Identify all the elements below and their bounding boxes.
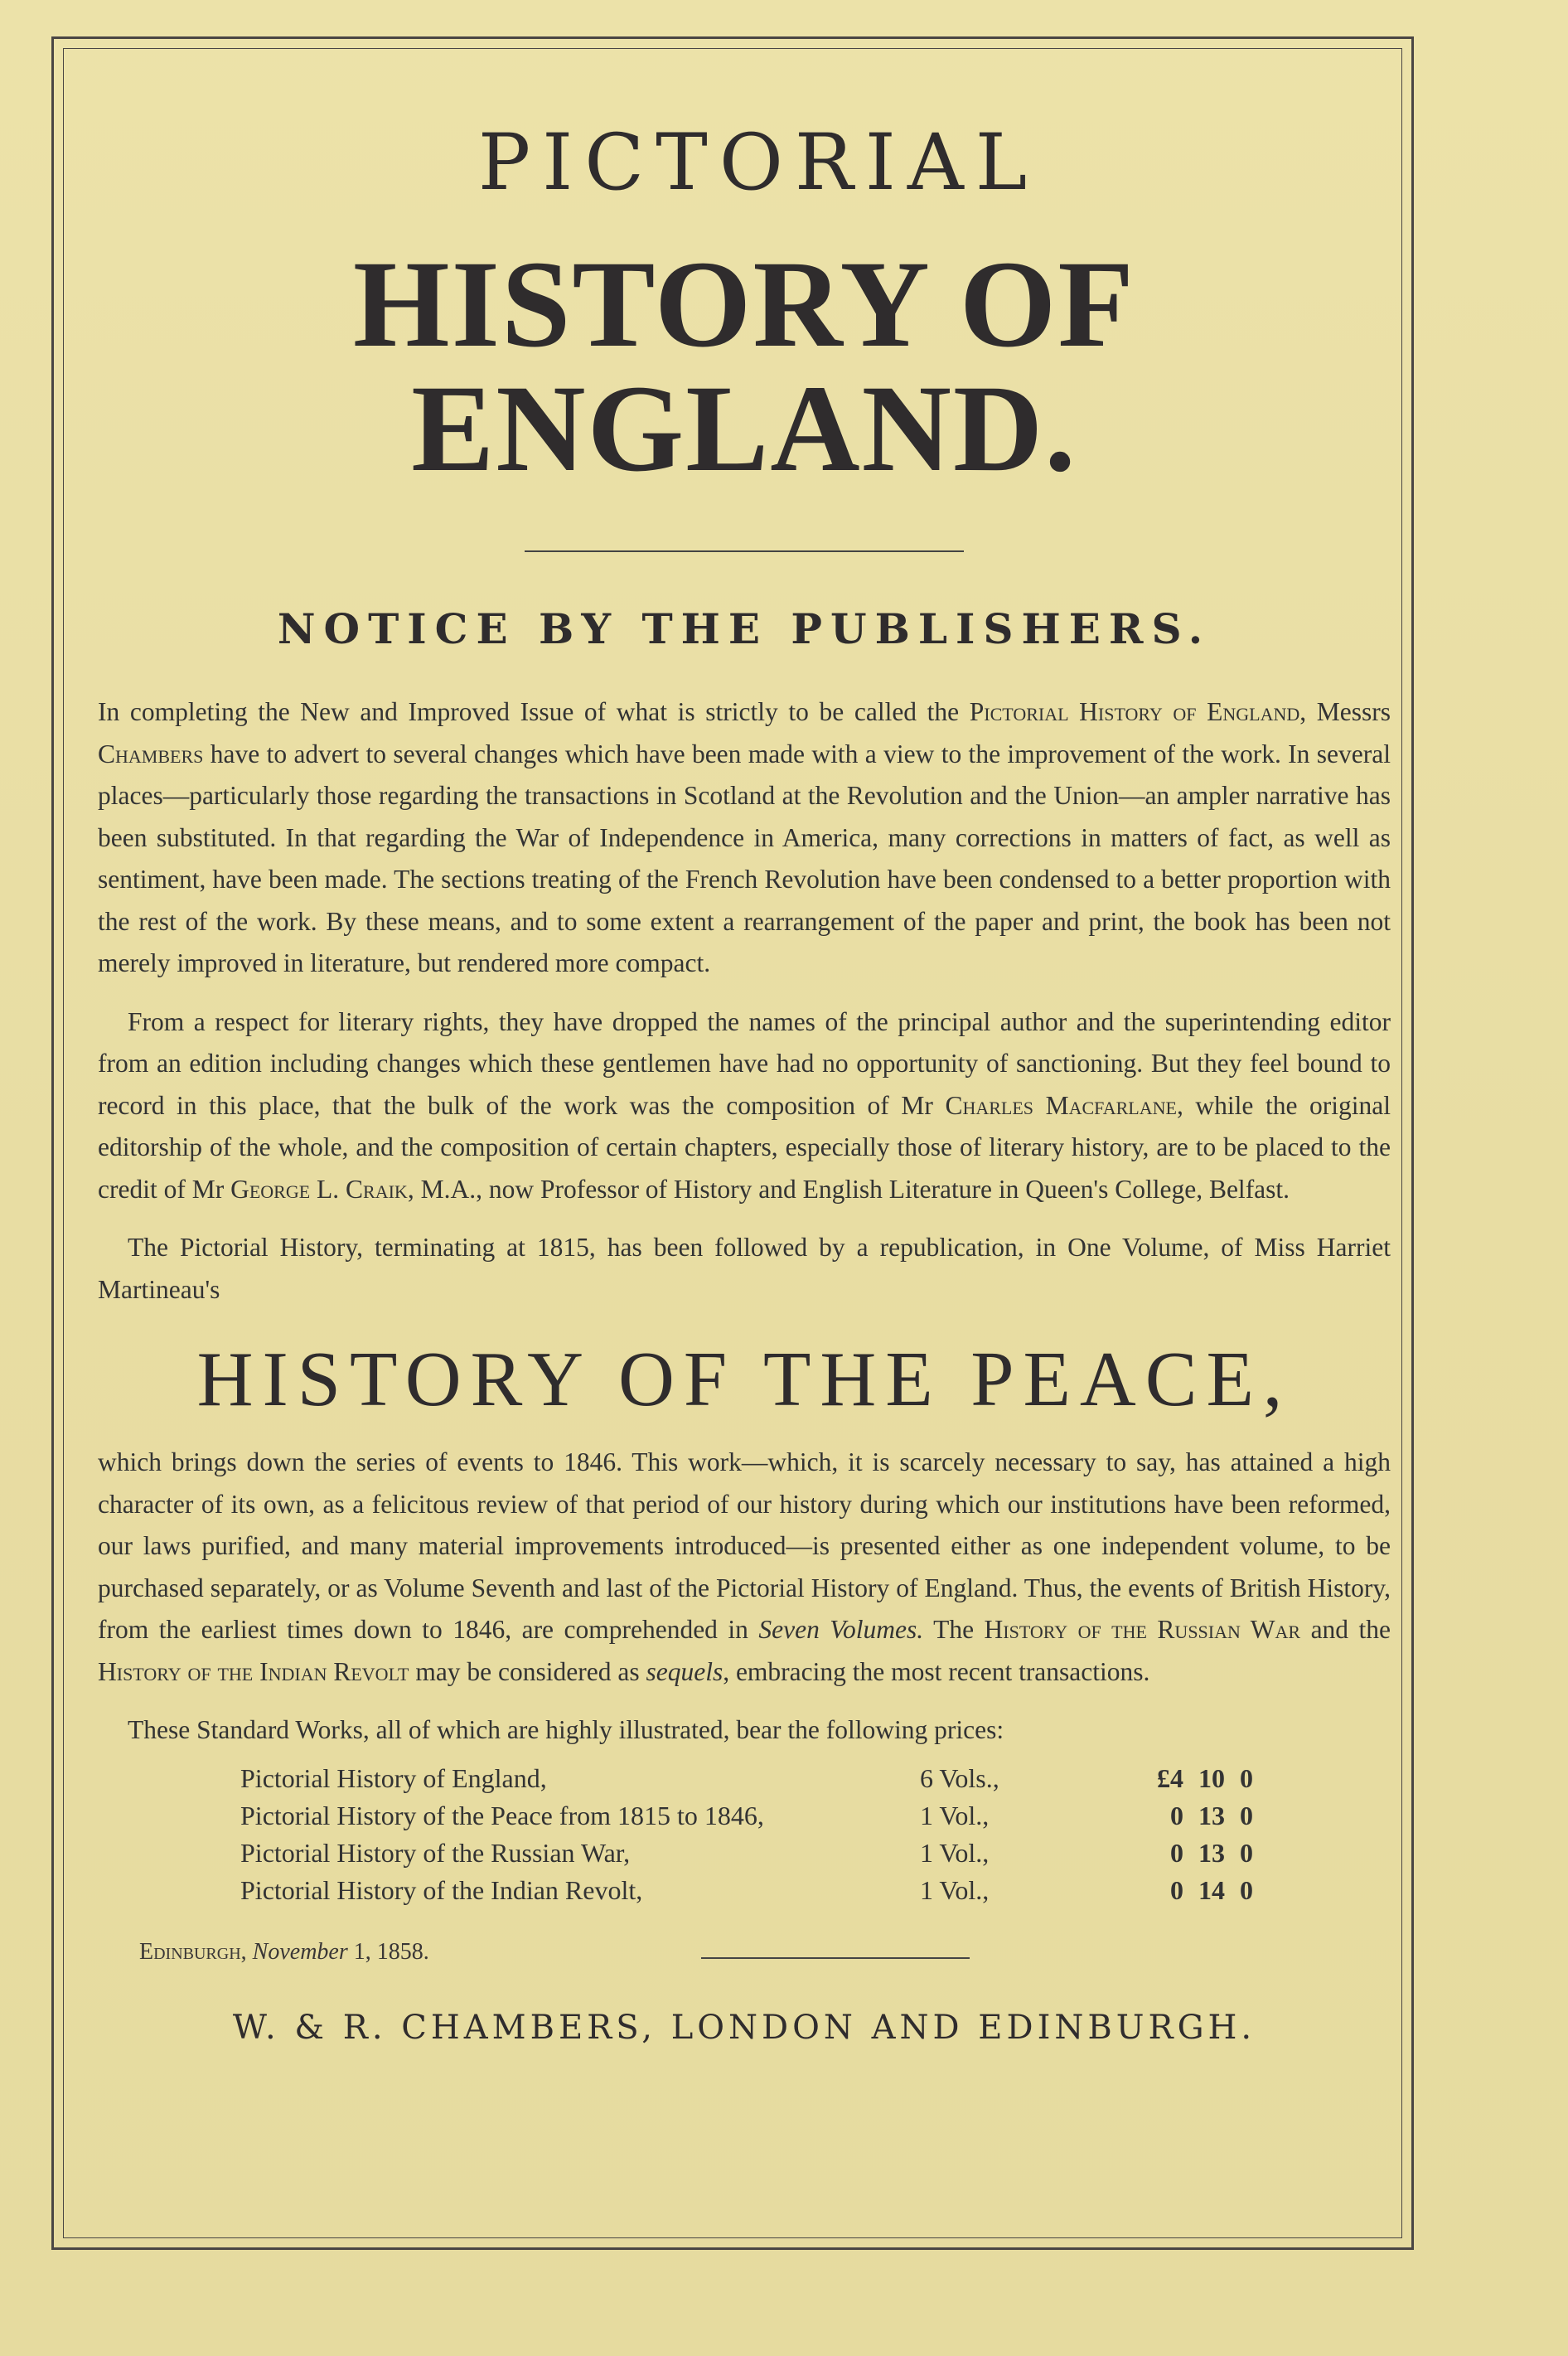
- p1-d: Chambers: [98, 739, 204, 768]
- title-history-of-england: HISTORY OF ENGLAND.: [352, 235, 1136, 497]
- price-vols: 1 Vol.,: [920, 1874, 990, 1905]
- dateline-rest: 1, 1858.: [347, 1938, 429, 1965]
- price-row: [240, 1760, 1253, 1797]
- p4-d: History of the Russian War: [984, 1615, 1301, 1644]
- p1-e: have to advert to several changes which have been made with a view to the improvement of the work. In several places—particularly those regarding the transactions in Scotland at the Revolution and the Union—an ampler narrative has been substituted. In that regarding the War of Independence in America, many corrections in matters of fact, as well as sentiment, have been made. The sections treating of the French Revolution have been condensed to a better proportion with the rest of the work. By these means, and to some extent a rearrangement of the paper and print, the book has been not merely improved in literature, but rendered more compact.: [98, 739, 1391, 977]
- p4-g: may be considered as: [409, 1656, 646, 1686]
- price-vols: 1 Vol.,: [920, 1837, 990, 1868]
- paragraph-1: [98, 691, 1391, 985]
- price-row: [240, 1797, 1253, 1835]
- p1-b: Pictorial History of England: [969, 697, 1300, 726]
- p4-h: sequels: [646, 1656, 724, 1686]
- paragraph-3: The Pictorial History, terminating at 1815, has been followed by a republication, in One Volume, of Miss Harriet Martineau's: [98, 1233, 1391, 1304]
- dateline-place: Edinburgh,: [139, 1938, 247, 1965]
- p2-a: From a respect for literary rights, they have dropped the names of the principal author and the superintending editor from an edition including changes which these gentlemen have had no opportunity of sanctioning. But they feel bound to record in this place, that the bulk of the work was the composition of Mr: [98, 1006, 1391, 1120]
- title-pictorial: PICTORIAL: [477, 118, 1039, 208]
- p2-d: George L. Craik: [230, 1174, 408, 1204]
- p4-b: Seven Volumes.: [758, 1615, 924, 1644]
- publisher-footer: W. & R. CHAMBERS, LONDON AND EDINBURGH.: [232, 2008, 1256, 2047]
- p4-c: The: [923, 1615, 985, 1644]
- p2-e: , M.A., now Professor of History and English Literature in Queen's College, Belfast.: [407, 1174, 1290, 1204]
- p4-f: History of the Indian Revolt: [98, 1656, 409, 1686]
- p4-i: , embracing the most recent transactions.: [723, 1656, 1150, 1686]
- footer-rule: [701, 1957, 970, 1959]
- price-name: Pictorial History of the Peace from 1815 to 1846,: [240, 1800, 764, 1830]
- paragraph-5: These Standard Works, all of which are highly illustrated, bear the following prices:: [128, 1715, 1004, 1744]
- paragraph-2: [98, 1001, 1391, 1211]
- p2-b: Charles Macfarlane: [945, 1090, 1177, 1120]
- price-name: Pictorial History of the Indian Revolt,: [240, 1874, 643, 1905]
- advertisement-content: [98, 118, 1391, 2047]
- p1-c: , Messrs: [1299, 697, 1391, 726]
- history-of-the-peace-heading: HISTORY OF THE PEACE,: [196, 1336, 1292, 1423]
- price-amount: 0 14 0: [1170, 1874, 1253, 1905]
- dateline: [139, 1939, 1391, 1966]
- paragraph-4: [98, 1442, 1391, 1693]
- price-name: Pictorial History of the Russian War,: [240, 1837, 631, 1868]
- title-rule: [525, 550, 964, 552]
- notice-body: [98, 691, 1391, 2047]
- dateline-month: November: [252, 1938, 348, 1965]
- p1-a: In completing the New and Improved Issue of what is strictly to be called the: [98, 697, 970, 726]
- p4-a: which brings down the series of events to 1846. This work—which, it is scarcely necessary to say, has attained a high character of its own, as a felicitous review of that period of our history during which our institutions have been reformed, our laws purified, and many material improvements introduced—is presented either as one independent volume, to be purchased separately, or as Volume Seventh and last of the Pictorial History of England. Thus, the events of British History, from the earliest times down to 1846, are comprehended in: [98, 1447, 1391, 1644]
- price-amount: 0 13 0: [1170, 1837, 1253, 1868]
- price-table: [240, 1760, 1253, 1909]
- price-amount: £4 10 0: [1157, 1762, 1253, 1793]
- p4-e: and the: [1300, 1615, 1391, 1644]
- price-name: Pictorial History of England,: [240, 1762, 547, 1793]
- price-vols: 1 Vol.,: [920, 1800, 990, 1830]
- p2-c: , while the original editorship of the whole, and the composition of certain chapters, especially those of literary history, are to be placed to the credit of Mr: [98, 1090, 1391, 1204]
- notice-heading: NOTICE BY THE PUBLISHERS.: [277, 604, 1212, 653]
- price-vols: 6 Vols.,: [920, 1762, 999, 1793]
- price-amount: 0 13 0: [1170, 1800, 1253, 1830]
- price-row: [240, 1872, 1253, 1909]
- price-row: [240, 1835, 1253, 1872]
